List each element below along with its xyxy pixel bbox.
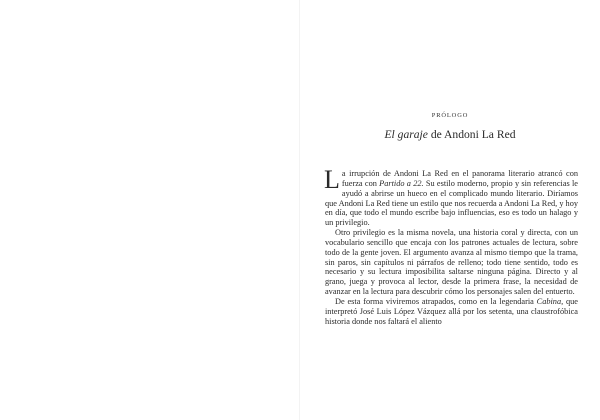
book-title-partido: Partido a 22. [379, 178, 424, 188]
paragraph-1-text-a: a irrupción de Andoni La Red en el panorama literario atrancó con fuerza con [341, 169, 578, 188]
section-kicker: PRÓLOGO [431, 112, 469, 119]
paragraph-1-text-b: Su estilo moderno, propio y sin referencias le ayudó a abrirse un hueco en el complicado mundo literario. Diríamos que Andoni La Red tiene un estilo que nos recuerda a Andoni La Red, y hoy en día, que todo el mundo escribe bajo influencias, eso es todo un halago y un privilegio. [325, 178, 578, 228]
paragraph-1 [324, 165, 578, 228]
right-page [300, 0, 600, 420]
left-page-blank [0, 0, 299, 420]
paragraph-3-text-b: que interpretó José Luis López Vázquez allá por los setenta, una claustrofóbica historia donde nos faltará el aliento [325, 296, 578, 326]
drop-cap: L [324, 165, 340, 194]
prologue-body [324, 165, 578, 327]
chapter-title-rest: de Andoni La Red [427, 128, 516, 141]
chapter-title-italic: El garaje [384, 128, 428, 141]
paragraph-3-text-a: De esta forma viviremos atrapados, como en la legendaria [335, 296, 537, 306]
chapter-title [300, 128, 600, 141]
film-title-cabina: Cabina, [536, 296, 564, 306]
paragraph-2: Otro privilegio es la misma novela, una historia coral y directa, con un vocabulario sencillo que encaja con los patrones actuales de lectura, sobre todo de la gente joven. El argumento avanza al mismo tiempo que la trama, sin paros, sin capítulos ni párrafos de relleno; todo tiene sentido, todo es necesario y su lectura imposibilita saltarse ninguna página. Directo y al grano, juega y provoca al lector, desde la primera frase, la necesidad de avanzar en la lectura para descubrir cómo los personajes salen del entuerto. [325, 228, 578, 297]
paragraph-3 [325, 297, 578, 327]
